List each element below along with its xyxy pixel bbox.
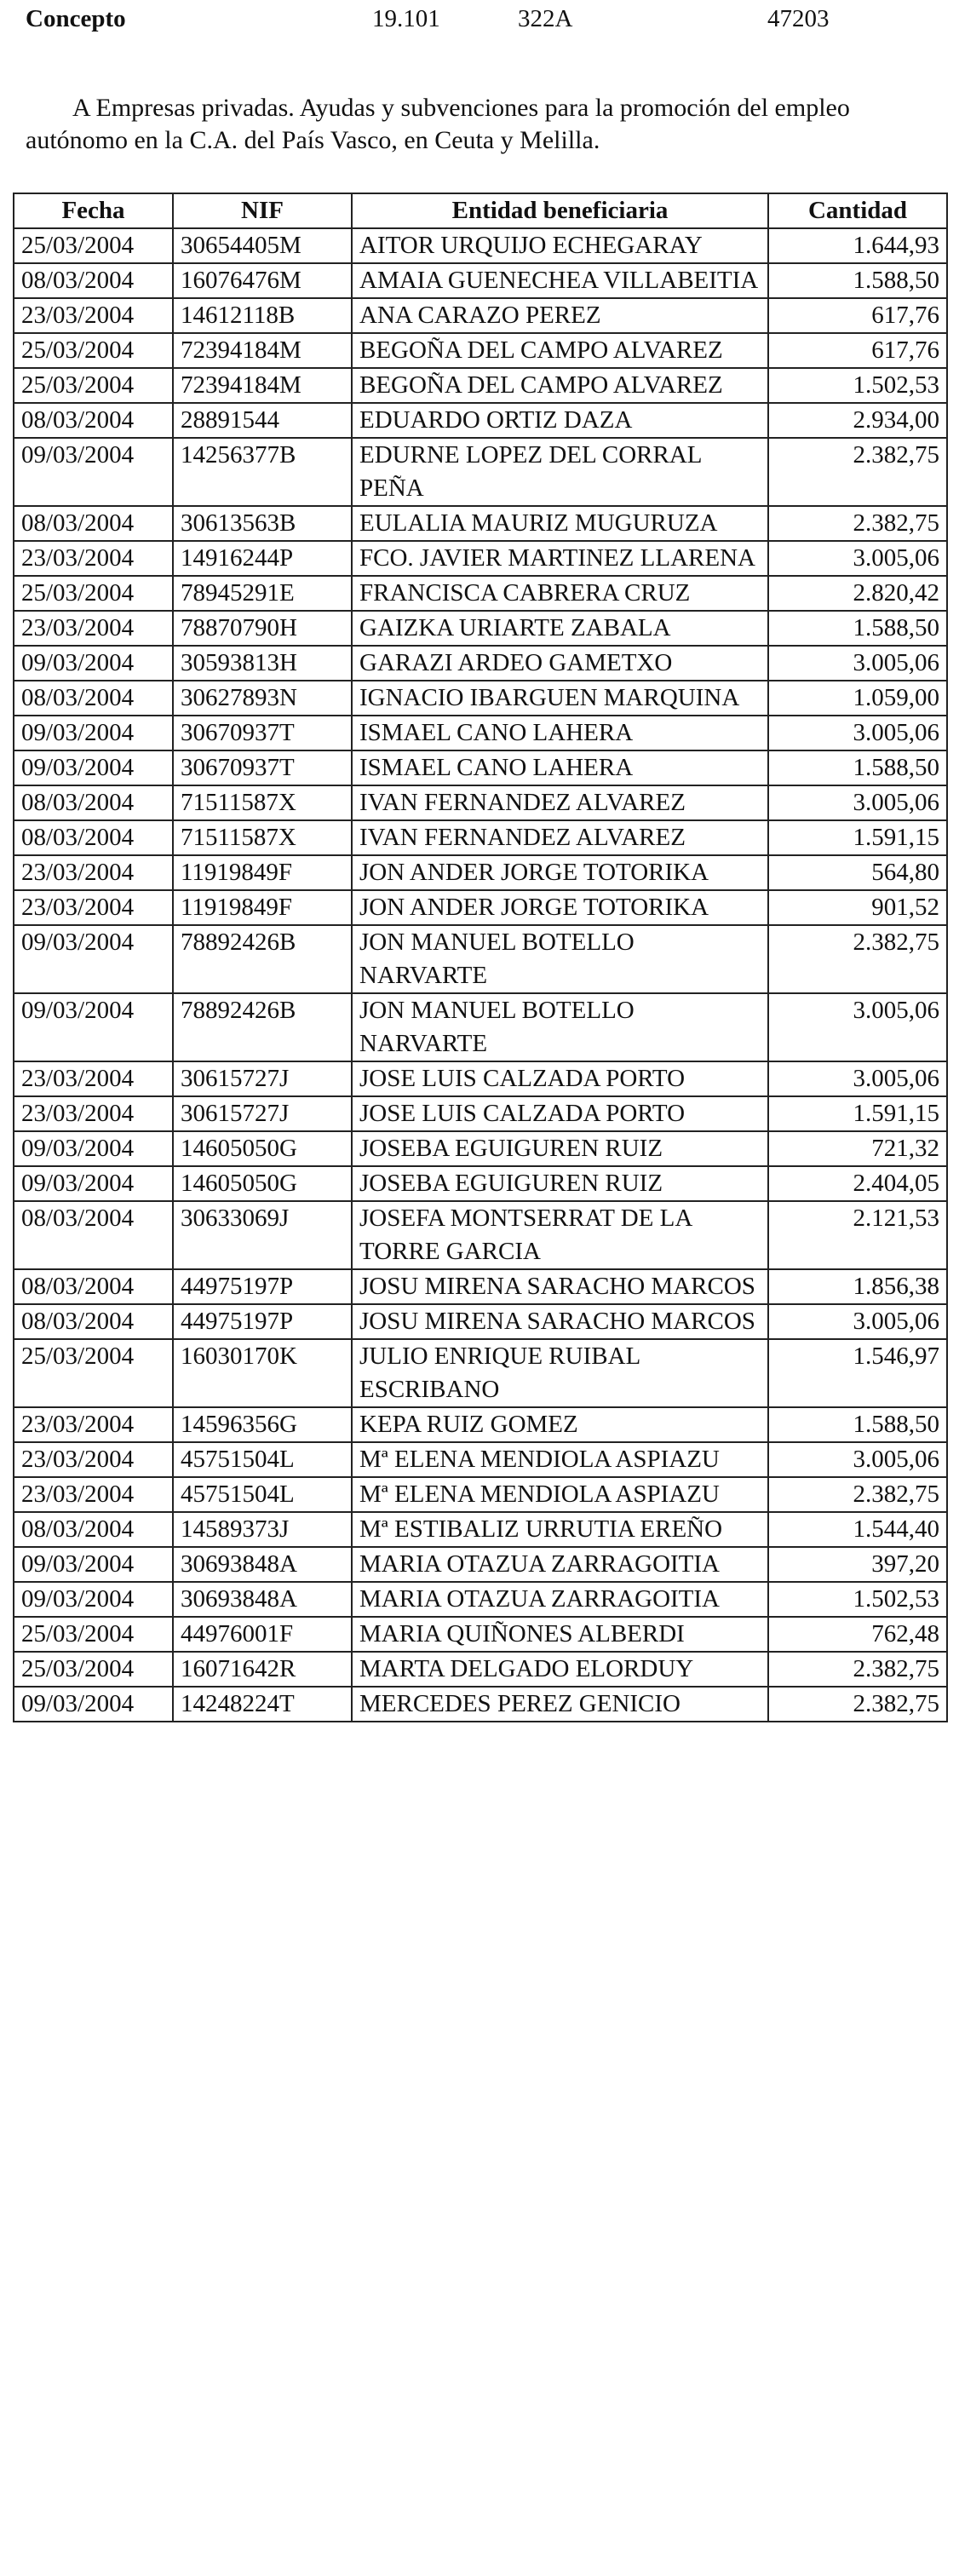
cell-fecha: 09/03/2004	[14, 1166, 173, 1201]
cell-fecha: 09/03/2004	[14, 925, 173, 993]
cell-nif: 44975197P	[173, 1269, 352, 1304]
cell-entidad: BEGOÑA DEL CAMPO ALVAREZ	[352, 333, 768, 368]
table-row	[14, 681, 947, 716]
concepto-header	[26, 5, 933, 39]
cell-nif: 71511587X	[173, 785, 352, 820]
cell-fecha: 09/03/2004	[14, 1547, 173, 1582]
cell-entidad: KEPA RUIZ GOMEZ	[352, 1407, 768, 1442]
program-code: 322A	[518, 5, 573, 32]
cell-cantidad: 1.644,93	[768, 228, 947, 263]
cell-nif: 44976001F	[173, 1617, 352, 1652]
cell-fecha: 09/03/2004	[14, 750, 173, 785]
cell-nif: 14596356G	[173, 1407, 352, 1442]
cell-fecha: 09/03/2004	[14, 1687, 173, 1722]
cell-cantidad: 397,20	[768, 1547, 947, 1582]
cell-cantidad: 2.121,53	[768, 1201, 947, 1269]
cell-fecha: 08/03/2004	[14, 1269, 173, 1304]
cell-entidad: JOSEFA MONTSERRAT DE LA TORRE GARCIA	[352, 1201, 768, 1269]
cell-nif: 30670937T	[173, 716, 352, 750]
concept-description: A Empresas privadas. Ayudas y subvenciones para la promoción del empleo autónomo en la C.A. del País Vasco, en Ceuta y Melilla.	[26, 94, 850, 154]
cell-cantidad: 1.502,53	[768, 1582, 947, 1617]
cell-nif: 30654405M	[173, 228, 352, 263]
cell-fecha: 23/03/2004	[14, 855, 173, 890]
cell-cantidad: 3.005,06	[768, 1442, 947, 1477]
cell-fecha: 08/03/2004	[14, 1304, 173, 1339]
cell-nif: 30633069J	[173, 1201, 352, 1269]
cell-cantidad: 1.502,53	[768, 368, 947, 403]
cell-cantidad: 2.382,75	[768, 1652, 947, 1687]
table-row	[14, 1512, 947, 1547]
cell-cantidad: 564,80	[768, 855, 947, 890]
cell-nif: 30593813H	[173, 646, 352, 681]
cell-fecha: 25/03/2004	[14, 368, 173, 403]
cell-nif: 78870790H	[173, 611, 352, 646]
cell-cantidad: 2.382,75	[768, 1687, 947, 1722]
cell-entidad: JOSE LUIS CALZADA PORTO	[352, 1061, 768, 1096]
cell-nif: 72394184M	[173, 368, 352, 403]
cell-entidad: IVAN FERNANDEZ ALVAREZ	[352, 820, 768, 855]
cell-entidad: JOSEBA EGUIGUREN RUIZ	[352, 1131, 768, 1166]
table-header-row	[14, 193, 947, 228]
cell-fecha: 08/03/2004	[14, 820, 173, 855]
cell-entidad: ANA CARAZO PEREZ	[352, 298, 768, 333]
cell-entidad: BEGOÑA DEL CAMPO ALVAREZ	[352, 368, 768, 403]
cell-cantidad: 2.382,75	[768, 925, 947, 993]
table-row	[14, 890, 947, 925]
table-row	[14, 820, 947, 855]
cell-nif: 14589373J	[173, 1512, 352, 1547]
section-code: 19.101	[372, 5, 440, 32]
cell-cantidad: 3.005,06	[768, 716, 947, 750]
cell-nif: 16030170K	[173, 1339, 352, 1407]
cell-entidad: JOSE LUIS CALZADA PORTO	[352, 1096, 768, 1131]
cell-entidad: JULIO ENRIQUE RUIBAL ESCRIBANO	[352, 1339, 768, 1407]
cell-cantidad: 3.005,06	[768, 993, 947, 1061]
concept-code: 47203	[767, 5, 830, 32]
table-row	[14, 925, 947, 993]
cell-nif: 11919849F	[173, 855, 352, 890]
cell-nif: 30670937T	[173, 750, 352, 785]
cell-entidad: JON MANUEL BOTELLO NARVARTE	[352, 993, 768, 1061]
table-row	[14, 228, 947, 263]
cell-cantidad: 721,32	[768, 1131, 947, 1166]
cell-fecha: 08/03/2004	[14, 403, 173, 438]
cell-entidad: MARTA DELGADO ELORDUY	[352, 1652, 768, 1687]
cell-nif: 30693848A	[173, 1582, 352, 1617]
cell-entidad: MARIA OTAZUA ZARRAGOITIA	[352, 1582, 768, 1617]
cell-entidad: JON ANDER JORGE TOTORIKA	[352, 890, 768, 925]
cell-fecha: 25/03/2004	[14, 1617, 173, 1652]
table-row	[14, 1687, 947, 1722]
table-row	[14, 403, 947, 438]
cell-fecha: 09/03/2004	[14, 1582, 173, 1617]
cell-nif: 30615727J	[173, 1096, 352, 1131]
cell-cantidad: 1.588,50	[768, 263, 947, 298]
cell-nif: 28891544	[173, 403, 352, 438]
table-row	[14, 438, 947, 506]
cell-fecha: 09/03/2004	[14, 993, 173, 1061]
cell-fecha: 25/03/2004	[14, 228, 173, 263]
table-row	[14, 1407, 947, 1442]
cell-nif: 72394184M	[173, 333, 352, 368]
table-row	[14, 368, 947, 403]
cell-cantidad: 1.544,40	[768, 1512, 947, 1547]
cell-nif: 14605050G	[173, 1166, 352, 1201]
cell-entidad: FCO. JAVIER MARTINEZ LLARENA	[352, 541, 768, 576]
table-row	[14, 611, 947, 646]
cell-fecha: 08/03/2004	[14, 506, 173, 541]
cell-entidad: EDUARDO ORTIZ DAZA	[352, 403, 768, 438]
cell-fecha: 23/03/2004	[14, 1096, 173, 1131]
cell-nif: 30627893N	[173, 681, 352, 716]
cell-fecha: 23/03/2004	[14, 298, 173, 333]
cell-fecha: 08/03/2004	[14, 681, 173, 716]
table-row	[14, 993, 947, 1061]
cell-fecha: 23/03/2004	[14, 611, 173, 646]
cell-cantidad: 762,48	[768, 1617, 947, 1652]
table-row	[14, 298, 947, 333]
cell-cantidad: 3.005,06	[768, 646, 947, 681]
cell-cantidad: 2.404,05	[768, 1166, 947, 1201]
cell-cantidad: 1.591,15	[768, 1096, 947, 1131]
column-header-entidad: Entidad beneficiaria	[352, 193, 768, 228]
table-row	[14, 541, 947, 576]
cell-cantidad: 3.005,06	[768, 1061, 947, 1096]
cell-nif: 14916244P	[173, 541, 352, 576]
cell-cantidad: 3.005,06	[768, 785, 947, 820]
table-row	[14, 1166, 947, 1201]
cell-nif: 14605050G	[173, 1131, 352, 1166]
cell-entidad: AMAIA GUENECHEA VILLABEITIA	[352, 263, 768, 298]
cell-fecha: 08/03/2004	[14, 785, 173, 820]
table-row	[14, 1304, 947, 1339]
table-row	[14, 1442, 947, 1477]
table-row	[14, 1201, 947, 1269]
cell-fecha: 08/03/2004	[14, 1201, 173, 1269]
table-row	[14, 785, 947, 820]
cell-cantidad: 2.820,42	[768, 576, 947, 611]
table-row	[14, 1547, 947, 1582]
table-row	[14, 506, 947, 541]
cell-cantidad: 617,76	[768, 298, 947, 333]
cell-fecha: 08/03/2004	[14, 263, 173, 298]
cell-cantidad: 1.059,00	[768, 681, 947, 716]
table-row	[14, 1096, 947, 1131]
cell-fecha: 23/03/2004	[14, 1477, 173, 1512]
cell-fecha: 09/03/2004	[14, 646, 173, 681]
cell-nif: 44975197P	[173, 1304, 352, 1339]
column-header-fecha: Fecha	[14, 193, 173, 228]
table-row	[14, 1269, 947, 1304]
column-header-nif: NIF	[173, 193, 352, 228]
cell-entidad: EDURNE LOPEZ DEL CORRAL PEÑA	[352, 438, 768, 506]
table-row	[14, 646, 947, 681]
cell-nif: 78892426B	[173, 925, 352, 993]
cell-entidad: ISMAEL CANO LAHERA	[352, 750, 768, 785]
cell-fecha: 23/03/2004	[14, 890, 173, 925]
cell-nif: 16071642R	[173, 1652, 352, 1687]
cell-nif: 45751504L	[173, 1442, 352, 1477]
cell-nif: 71511587X	[173, 820, 352, 855]
table-body	[14, 228, 947, 1722]
table-row	[14, 750, 947, 785]
cell-fecha: 25/03/2004	[14, 1652, 173, 1687]
cell-nif: 14248224T	[173, 1687, 352, 1722]
cell-nif: 11919849F	[173, 890, 352, 925]
cell-entidad: Mª ELENA MENDIOLA ASPIAZU	[352, 1442, 768, 1477]
cell-cantidad: 1.856,38	[768, 1269, 947, 1304]
cell-entidad: Mª ESTIBALIZ URRUTIA EREÑO	[352, 1512, 768, 1547]
cell-entidad: Mª ELENA MENDIOLA ASPIAZU	[352, 1477, 768, 1512]
cell-cantidad: 1.588,50	[768, 611, 947, 646]
cell-fecha: 25/03/2004	[14, 1339, 173, 1407]
table-row	[14, 1477, 947, 1512]
table-row	[14, 1339, 947, 1407]
table-row	[14, 1061, 947, 1096]
cell-nif: 30613563B	[173, 506, 352, 541]
cell-fecha: 23/03/2004	[14, 541, 173, 576]
cell-entidad: IVAN FERNANDEZ ALVAREZ	[352, 785, 768, 820]
table-row	[14, 1582, 947, 1617]
cell-entidad: JOSU MIRENA SARACHO MARCOS	[352, 1304, 768, 1339]
cell-entidad: MERCEDES PEREZ GENICIO	[352, 1687, 768, 1722]
cell-nif: 16076476M	[173, 263, 352, 298]
cell-entidad: ISMAEL CANO LAHERA	[352, 716, 768, 750]
cell-cantidad: 3.005,06	[768, 541, 947, 576]
cell-fecha: 23/03/2004	[14, 1061, 173, 1096]
cell-nif: 30615727J	[173, 1061, 352, 1096]
cell-entidad: MARIA OTAZUA ZARRAGOITIA	[352, 1547, 768, 1582]
grants-table	[13, 193, 948, 1722]
cell-entidad: EULALIA MAURIZ MUGURUZA	[352, 506, 768, 541]
table-row	[14, 1131, 947, 1166]
table-row	[14, 855, 947, 890]
table-row	[14, 263, 947, 298]
cell-cantidad: 2.382,75	[768, 1477, 947, 1512]
table-row	[14, 576, 947, 611]
cell-nif: 45751504L	[173, 1477, 352, 1512]
cell-fecha: 25/03/2004	[14, 576, 173, 611]
cell-nif: 30693848A	[173, 1547, 352, 1582]
table-row	[14, 1617, 947, 1652]
cell-cantidad: 2.934,00	[768, 403, 947, 438]
cell-cantidad: 901,52	[768, 890, 947, 925]
cell-fecha: 09/03/2004	[14, 716, 173, 750]
cell-entidad: IGNACIO IBARGUEN MARQUINA	[352, 681, 768, 716]
table-row	[14, 1652, 947, 1687]
cell-entidad: MARIA QUIÑONES ALBERDI	[352, 1617, 768, 1652]
cell-nif: 78892426B	[173, 993, 352, 1061]
cell-entidad: JOSEBA EGUIGUREN RUIZ	[352, 1166, 768, 1201]
cell-entidad: GARAZI ARDEO GAMETXO	[352, 646, 768, 681]
cell-entidad: GAIZKA URIARTE ZABALA	[352, 611, 768, 646]
cell-fecha: 08/03/2004	[14, 1512, 173, 1547]
cell-entidad: FRANCISCA CABRERA CRUZ	[352, 576, 768, 611]
cell-fecha: 25/03/2004	[14, 333, 173, 368]
cell-cantidad: 617,76	[768, 333, 947, 368]
cell-fecha: 23/03/2004	[14, 1442, 173, 1477]
cell-nif: 14256377B	[173, 438, 352, 506]
cell-fecha: 23/03/2004	[14, 1407, 173, 1442]
cell-entidad: JON ANDER JORGE TOTORIKA	[352, 855, 768, 890]
table-row	[14, 716, 947, 750]
cell-entidad: JOSU MIRENA SARACHO MARCOS	[352, 1269, 768, 1304]
cell-cantidad: 1.588,50	[768, 750, 947, 785]
cell-entidad: AITOR URQUIJO ECHEGARAY	[352, 228, 768, 263]
table-row	[14, 333, 947, 368]
cell-nif: 14612118B	[173, 298, 352, 333]
cell-cantidad: 2.382,75	[768, 506, 947, 541]
cell-cantidad: 2.382,75	[768, 438, 947, 506]
concepto-label: Concepto	[26, 5, 126, 32]
cell-cantidad: 3.005,06	[768, 1304, 947, 1339]
cell-entidad: JON MANUEL BOTELLO NARVARTE	[352, 925, 768, 993]
cell-nif: 78945291E	[173, 576, 352, 611]
cell-cantidad: 1.588,50	[768, 1407, 947, 1442]
column-header-cantidad: Cantidad	[768, 193, 947, 228]
cell-cantidad: 1.591,15	[768, 820, 947, 855]
cell-fecha: 09/03/2004	[14, 438, 173, 506]
cell-fecha: 09/03/2004	[14, 1131, 173, 1166]
cell-cantidad: 1.546,97	[768, 1339, 947, 1407]
